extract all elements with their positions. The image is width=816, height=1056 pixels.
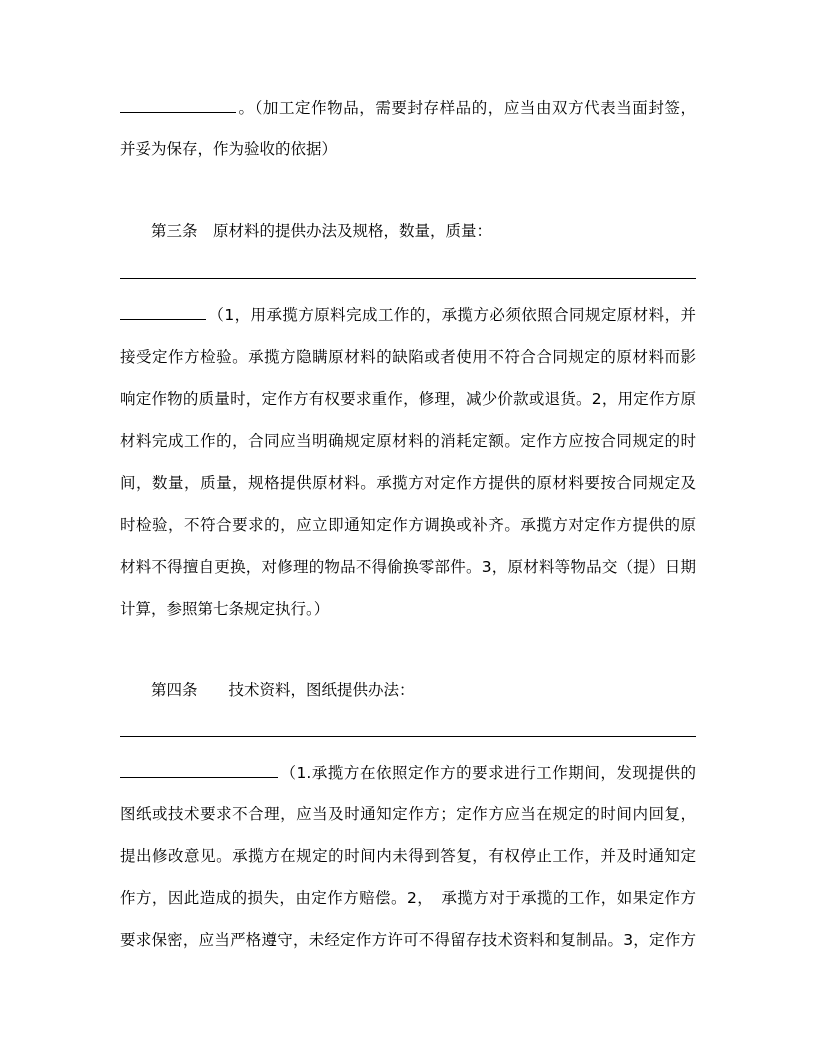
paragraph-line: 要求保密，应当严格遵守，未经定作方许可不得留存技术资料和复制品。3，定作方 (120, 931, 696, 949)
paragraph-line: 接受定作方检验。承揽方隐瞒原材料的缺陷或者使用不符合合同规定的原材料而影 (120, 348, 696, 366)
fill-rule (120, 736, 696, 737)
paragraph-line: 响定作物的质量时，定作方有权要求重作，修理，减少价款或退货。2，用定作方原 (120, 390, 696, 408)
paragraph-line: 并妥为保存，作为验收的依据） (120, 140, 338, 158)
paragraph-line (120, 97, 696, 118)
paragraph-text: （1，用承揽方原料完成工作的，承揽方必须依照合同规定原材料，并 (208, 306, 696, 324)
paragraph-line: 时检验，不符合要求的，应立即通知定作方调换或补齐。承揽方对定作方提供的原 (120, 516, 696, 534)
paragraph-line: 计算，参照第七条规定执行。） (120, 600, 330, 618)
paragraph-line: 材料不得擅自更换，对修理的物品不得偷换零部件。3，原材料等物品交（提）日期 (120, 558, 696, 576)
article-4-heading: 第四条 技术资料，图纸提供办法： (151, 681, 415, 699)
paragraph-line: 材料完成工作的，合同应当明确规定原材料的消耗定额。定作方应按合同规定的时 (120, 432, 696, 450)
paragraph-line (120, 304, 696, 325)
paragraph-line (120, 762, 696, 783)
paragraph-line: 图纸或技术要求不合理，应当及时通知定作方；定作方应当在规定的时间内回复， (120, 805, 696, 823)
fill-blank (120, 762, 278, 778)
article-3-heading: 第三条 原材料的提供办法及规格，数量，质量： (151, 222, 493, 240)
paragraph-line: 间，数量，质量，规格提供原材料。承揽方对定作方提供的原材料要按合同规定及 (120, 474, 696, 492)
fill-blank (120, 97, 236, 113)
paragraph-line: 提出修改意见。承揽方在规定的时间内未得到答复，有权停止工作，并及时通知定 (120, 847, 696, 865)
paragraph-text: （1.承揽方在依照定作方的要求进行工作期间，发现提供的 (280, 764, 696, 782)
paragraph-text: 。（加工定作物品，需要封存样品的，应当由双方代表当面封签， (238, 99, 696, 117)
fill-rule (120, 278, 696, 279)
fill-blank (120, 304, 206, 320)
paragraph-line: 作方，因此造成的损失，由定作方赔偿。2， 承揽方对于承揽的工作，如果定作方 (120, 889, 696, 907)
